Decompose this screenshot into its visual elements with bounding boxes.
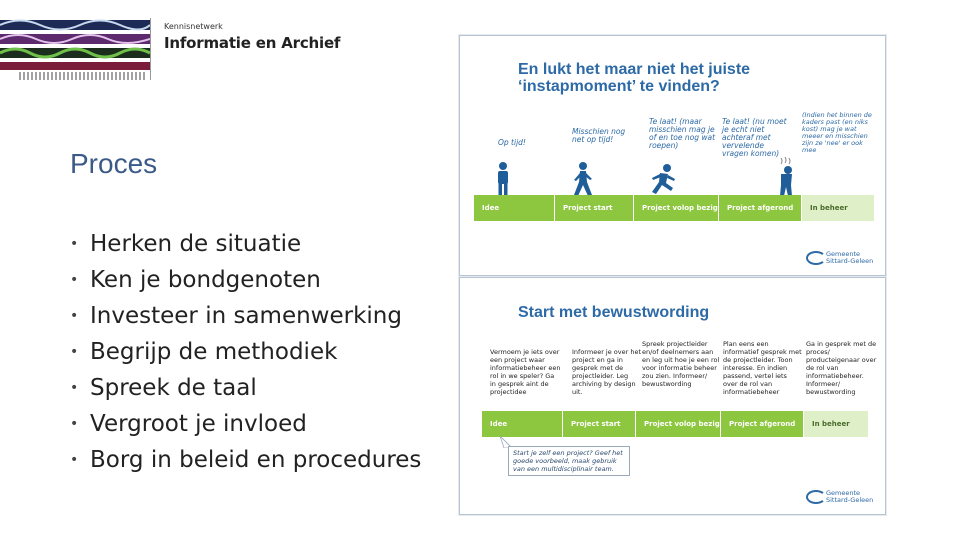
logo-text: Gemeente Sittard-Geleen <box>826 250 874 265</box>
org-name: Informatie en Archief <box>164 34 341 52</box>
logo-text: Gemeente Sittard-Geleen <box>826 489 874 504</box>
bullet-icon: • <box>70 416 79 432</box>
logo-pattern <box>0 18 150 80</box>
slide1-title-line1: En lukt het maar niet het juiste <box>518 61 751 78</box>
slide2-note: Spreek projectleider en/of deelnemers aan en leg uit hoe je een rol voor informatie beheer zou zien. Informeer/ bewustwording <box>642 340 720 388</box>
bullet-list <box>70 226 421 478</box>
slide1-title <box>518 61 750 95</box>
logo-divider <box>150 18 151 80</box>
slide-thumbnail-bewustwording <box>459 277 886 515</box>
bullet-text: Borg in beleid en procedures <box>90 447 422 473</box>
page-title: Proces <box>70 148 158 179</box>
callout-box: Start je zelf een project? Geef het goede voorbeeld, maak gebruik van een multidisciplinair team. <box>508 446 630 476</box>
bullet-icon: • <box>70 236 79 252</box>
municipality-logo <box>806 488 876 502</box>
slide-thumbnail-instapmoment <box>459 35 886 276</box>
bullet-text: Ken je bondgenoten <box>90 267 321 293</box>
bullet-item <box>70 370 421 406</box>
phase-project-afgerond: Project afgerond <box>719 195 801 221</box>
bullet-item <box>70 334 421 370</box>
bullet-item <box>70 442 421 478</box>
phase-project-bezig: Project volop bezig <box>634 195 718 221</box>
phase-project-start: Project start <box>563 411 635 437</box>
logo-graphic <box>0 18 150 80</box>
slide2-note: Informeer je over het project en ga in gesprek met de projectleider. Leg archiving by design uit. <box>572 348 642 396</box>
bullet-item <box>70 298 421 334</box>
bullet-item <box>70 226 421 262</box>
bullet-item <box>70 262 421 298</box>
slide2-note: Ga in gesprek met de proces/ producteigenaar over de rol van informatiebeheer. Informeer/ bewustwording <box>806 340 877 396</box>
slide1-note: Te laat! (maar misschien mag je of en toe nog wat roepen) <box>649 117 716 150</box>
slide1-note: Te laat! (nu moet je echt niet achteraf met vervelende vragen komen) <box>722 117 787 158</box>
bullet-icon: • <box>70 272 79 288</box>
bullet-text: Begrijp de methodiek <box>90 339 338 365</box>
phase-project-start: Project start <box>555 195 633 221</box>
slide2-note: Vermoem je iets over een project waar informatiebeheer een rol in we speler? Ga in gesprek aint de projectidee <box>490 348 561 396</box>
phase-project-bezig: Project volop bezig <box>636 411 720 437</box>
bullet-icon: • <box>70 344 79 360</box>
bullet-text: Vergroot je invloed <box>90 411 307 437</box>
slide2-note: Plan eens een informatief gesprek met de projectleider. Toon interesse. En indien passend, vertel iets over de rol van informatiebeheer <box>723 340 802 396</box>
slide1-note: Misschien nog net op tijd! <box>572 127 626 144</box>
phase-project-afgerond: Project afgerond <box>721 411 803 437</box>
bullet-text: Spreek de taal <box>90 375 257 401</box>
slide1-note: (Indien het binnen de kaders past (en niks kost) mag je wat meeer en misschien zijn ze 'nee' er ook mee <box>802 111 872 154</box>
slide1-note: Op tijd! <box>498 138 526 147</box>
slide2-title: Start met bewustwording <box>518 304 710 321</box>
bullet-text: Herken de situatie <box>90 231 302 257</box>
bullet-text: Investeer in samenwerking <box>90 303 402 329</box>
slide1-title-line2: ‘instapmoment’ te vinden? <box>518 78 720 95</box>
municipality-logo <box>806 249 876 263</box>
org-subtitle: Kennisnetwerk <box>164 22 223 31</box>
phase-idee: Idee <box>474 195 554 221</box>
bullet-item <box>70 406 421 442</box>
swoosh-icon <box>806 490 826 504</box>
bullet-icon: • <box>70 452 79 468</box>
bullet-icon: • <box>70 380 79 396</box>
bullet-icon: • <box>70 308 79 324</box>
phase-idee: Idee <box>482 411 562 437</box>
phase-in-beheer: In beheer <box>804 411 868 437</box>
swoosh-icon <box>806 251 826 265</box>
phase-in-beheer: In beheer <box>802 195 874 221</box>
